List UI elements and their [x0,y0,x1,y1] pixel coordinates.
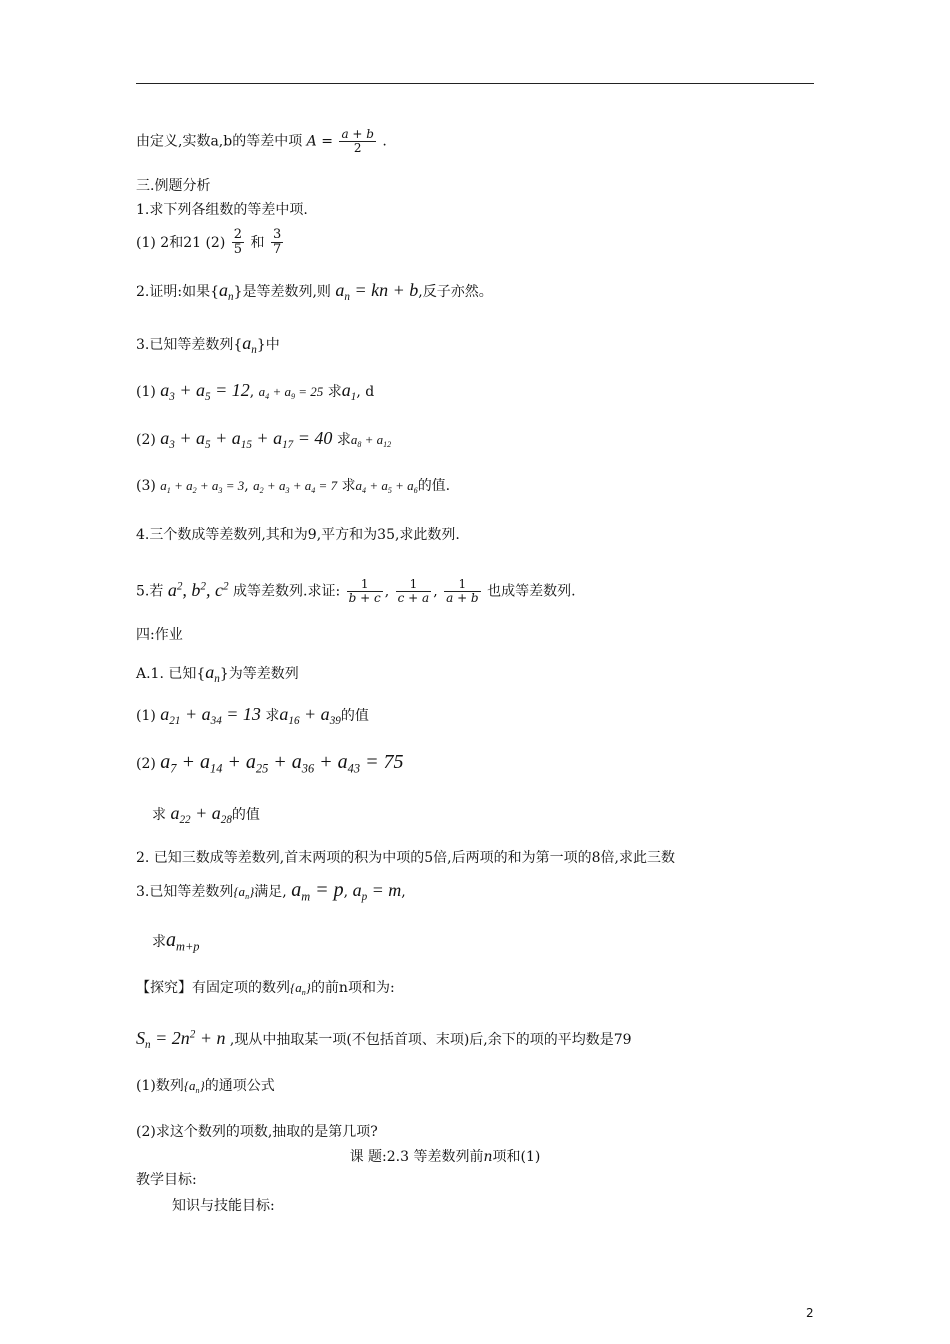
example-1: 1.求下列各组数的等差中项. [136,202,308,218]
lesson-title: 课 题:2.3 等差数列前n项和(1) [349,1149,541,1165]
section-3-heading: 三.例题分析 [136,178,211,194]
example-3-part-1: (1) $a_3 + a_5 = 12$, $a_4 + a_9 = 25$ 求$a_1$, d [136,380,375,403]
homework-3: 3.已知等差数列$\{a_n\}$满足, $a_m = p$, $a_p = m$, [136,879,406,904]
homework-A1-part-2: (2) $a_7 + a_{14} + a_{25} + a_{36} + a_{43} = 75$ [136,751,404,776]
fraction-3-7: $\frac{3}{7}$ [272,227,282,258]
example-3-part-2: (2) $a_3 + a_5 + a_{15} + a_{17} = 40$ 求$a_8 + a_{12}$ [136,428,392,451]
example-2: 2.证明:如果$\{a_n\}$是等差数列,则 $a_n$ = kn + b,反子亦然。 [136,280,493,303]
fraction-2-5: $\frac{2}{5}$ [233,227,243,258]
example-3-part-3: (3) $a_1 + a_2 + a_3 = 3$, $a_2 + a_3 + a_4 = 7$ 求$a_4 + a_5 + a_6$的值. [136,478,451,495]
homework-A1: A.1. 已知$\{a_n\}$为等差数列 [136,662,299,685]
fraction-mean: $\frac{a + b}{2}$ [341,127,374,156]
homework-3-ask: 求$a_{m+p}$ [152,929,200,954]
exploration: 【探究】有固定项的数列$\{a_n\}$的前n项和为: [136,980,395,997]
section-4-heading: 四:作业 [136,627,183,643]
exploration-sum: $S_n = 2n^2 + n$ ,现从中抽取某一项(不包括首项、末项)后,余下的项的平均数是79 [136,1028,632,1051]
page-number: 2 [806,1306,814,1320]
teaching-goals: 教学目标: [136,1172,197,1188]
example-5: 5.若 $a^2$, $b^2$, $c^2$ 成等差数列.求证: $\frac{1}{b + c}$ , $\frac{1}{c + a}$ , $\frac{1}{a + b}$ 也成等差数列. [136,577,576,606]
knowledge-goals: 知识与技能目标: [172,1198,275,1214]
exploration-q2: (2)求这个数列的项数,抽取的是第几项? [136,1124,378,1140]
text: 由定义,实数a,b的等差中项 [136,133,303,150]
definition-line: 由定义,实数a,b的等差中项 A = $\frac{a + b}{2}$ . [136,127,387,156]
exploration-q1: (1)数列$\{a_n\}$的通项公式 [136,1078,275,1095]
homework-A1-part-2-ask: 求 $a_{22} + a_{28}$的值 [152,803,260,826]
math-A: A [306,133,317,150]
homework-2: 2. 已知三数成等差数列,首末两项的积为中项的5倍,后两项的和为第一项的8倍,求此三数 [136,850,675,866]
homework-A1-part-1: (1) $a_{21} + a_{34} = 13$ 求$a_{16} + a_{39}$的值 [136,704,369,727]
example-1-parts: (1) 2和21 (2) $\frac{2}{5}$ 和 $\frac{3}{7}$ [136,227,282,258]
header-rule [136,83,814,84]
example-3: 3.已知等差数列$\{a_n\}$中 [136,333,280,356]
example-4: 4.三个数成等差数列,其和为9,平方和为35,求此数列. [136,527,460,543]
math-eq: = [321,133,333,150]
